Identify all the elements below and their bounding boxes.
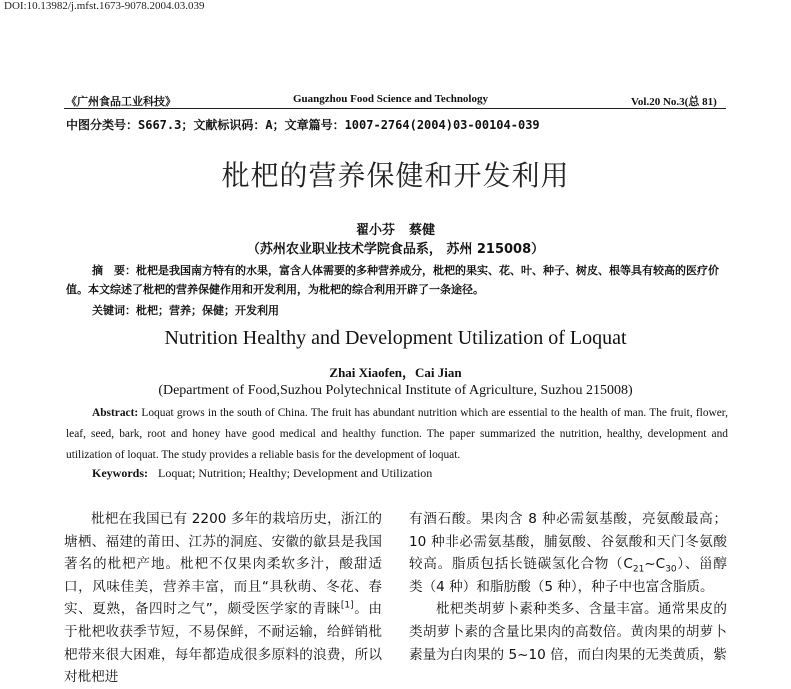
subscript: 30	[665, 564, 677, 575]
header-rule	[64, 108, 726, 109]
journal-volume: Vol.20 No.3(总 81)	[631, 96, 717, 108]
english-affiliation: (Department of Food,Suzhou Polytechnical Institute of Agriculture, Suzhou 215008)	[158, 383, 633, 398]
chinese-abstract-label: 摘 要：	[92, 264, 136, 277]
english-authors: Zhai Xiaofen，Cai Jian	[329, 365, 462, 380]
body-paragraph	[409, 598, 727, 666]
author-zhai: 翟小芬	[355, 223, 395, 238]
body-column-left	[64, 508, 382, 689]
author-cai: 蔡健	[409, 223, 436, 238]
chinese-authors	[0, 219, 791, 238]
english-abstract-text: Loquat grows in the south of China. The fruit has abundant nutrition which are essential to the health of man. The fruit, flower, leaf, seed, bark, root and honey have good medical and healthy function. The paper summarized the nutrition, healthy, development and utilization of loquat. The study provides a reliable basis for the development of loquat.	[66, 407, 728, 461]
body-text: 。由于枇杷收获季节短，不易保鲜，不耐运输，给鲜销枇杷带来很大困难，每年都造成很多原料的浪费，所以对枇杷进	[64, 601, 383, 686]
body-paragraph	[409, 508, 727, 598]
chinese-abstract-text: 枇杷是我国南方特有的水果，富含人体需要的多种营养成分，枇杷的果实、花、叶、种子、树皮、根等具有较高的医疗价值。本文综述了枇杷的营养保健作用和开发利用，为枇杷的综合利用开辟了一条途径。	[66, 264, 719, 296]
body-text: 有酒石酸。果肉含 8 种必需氨基酸，亮氨酸最高；10 种非必需氨基酸，脯氨酸、谷氨酸和天门冬氨酸较高。脂质包括长链碳氢化合物（C	[409, 511, 727, 573]
classification-line: 中图分类号：S667.3；文献标识码：A；文章篇号：1007-2764(2004)03-00104-039	[66, 118, 540, 132]
chinese-affiliation: （苏州农业职业技术学院食品系， 苏州 215008）	[246, 242, 545, 257]
english-title: Nutrition Healthy and Development Utilization of Loquat	[164, 327, 627, 349]
subscript: 21	[632, 564, 645, 575]
body-column-right	[409, 508, 727, 666]
doi-text: DOI:10.13982/j.mfst.1673-9078.2004.03.039	[4, 0, 205, 12]
journal-name-cn: 《广州食品工业科技》	[66, 96, 176, 108]
body-text: ）、甾醇类（4 种）和脂肪酸（5 种），种子中也富含脂质。	[409, 556, 727, 595]
english-keywords	[92, 466, 432, 481]
citation-ref[interactable]: [1]	[340, 600, 354, 611]
chinese-keywords-text: 枇杷；营养；保健；开发利用	[136, 304, 279, 317]
body-paragraph	[64, 508, 382, 689]
chinese-keywords	[92, 302, 279, 318]
english-keywords-label: Keywords:	[92, 466, 148, 480]
english-abstract	[66, 403, 728, 466]
english-keywords-text: Loquat; Nutrition; Healthy; Development and Utilization	[158, 466, 433, 480]
body-text: ~C	[644, 556, 666, 573]
body-text: 枇杷在我国已有 2200 多年的栽培历史，浙江的塘栖、福建的莆田、江苏的洞庭、安徽的歙县是我国著名的枇杷产地。枇杷不仅果肉柔软多汁，酸甜适口，风味佳美，营养丰富，而且“具秋萌、冬花、春实、夏熟，备四时之气”，颇受医学家的青睐	[64, 511, 382, 618]
journal-name-en: Guangzhou Food Science and Technology	[293, 93, 488, 105]
english-abstract-label: Abstract:	[92, 407, 139, 419]
chinese-abstract	[66, 261, 728, 299]
body-text: 枇杷类胡萝卜素种类多、含量丰富。通常果皮的类胡萝卜素的含量比果肉的高数倍。黄肉果的胡萝卜素量为白肉果的 5~10 倍，而白肉果的无类黄质，紫	[409, 601, 727, 663]
chinese-keywords-label: 关键词：	[92, 304, 136, 317]
chinese-title: 枇杷的营养保健和开发利用	[221, 159, 570, 192]
